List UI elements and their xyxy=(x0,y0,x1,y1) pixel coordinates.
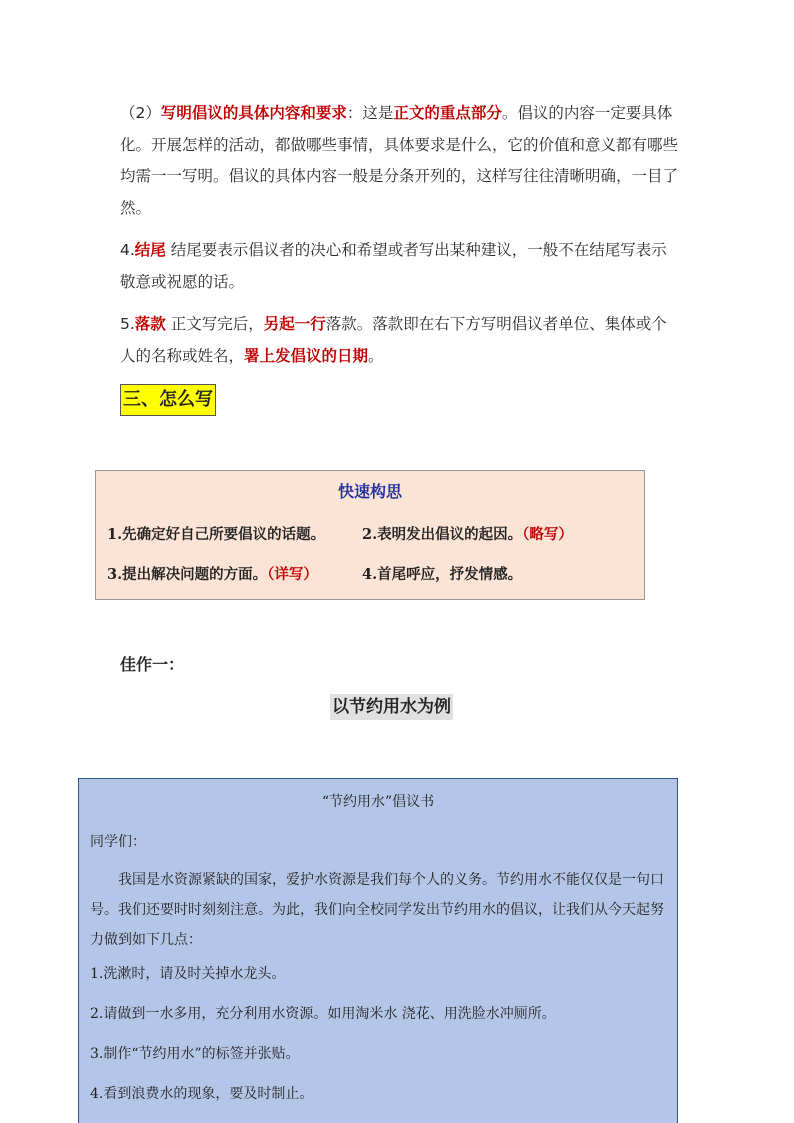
example-title: 以节约用水为例 xyxy=(330,694,453,720)
letter-title: “节约用水”倡议书 xyxy=(321,794,435,810)
paragraph-content-requirements xyxy=(120,98,680,224)
paragraph-ending xyxy=(120,235,680,298)
proposal-letter-box xyxy=(78,778,678,1123)
section-title: 三、怎么写 xyxy=(120,384,216,416)
paragraph-text: 。倡议的内容一定要具体化。开展怎样的活动，都做哪些事情，具体要求是什么，它的价值和意义都有哪些均需一一写明。倡议的具体内容一般是分条开列的，这样写往往清晰明确，一目了然。 xyxy=(120,104,679,217)
plan-item-text: 4.首尾呼应，抒发情感。 xyxy=(362,566,523,583)
paragraph-number: （2） xyxy=(120,104,161,122)
emphasis-text: 正文的重点部分 xyxy=(393,104,502,122)
quick-plan-title: 快速构思 xyxy=(337,482,402,501)
letter-item: 3.制作“节约用水”的标签并张贴。 xyxy=(90,1046,300,1062)
letter-greeting: 同学们： xyxy=(90,834,146,850)
paragraph-text: 正文写完后， xyxy=(165,315,264,333)
plan-item-text: 1.先确定好自己所要倡议的话题。 xyxy=(107,526,326,543)
paragraph-number: 4. xyxy=(120,241,135,259)
emphasis-text: 另起一行 xyxy=(263,315,326,333)
letter-body: 我国是水资源紧缺的国家，爱护水资源是我们每个人的义务。节约用水不能仅仅是一句口号。我们还要时时刻刻注意。为此，我们向全校同学发出节约用水的倡议，让我们从今天起努力做到如下几点： xyxy=(90,872,664,948)
emphasis-text: 署上发倡议的日期 xyxy=(244,346,369,365)
paragraph-text: 。 xyxy=(368,346,384,365)
plan-item xyxy=(362,563,522,584)
plan-item-text: 2.表明发出倡议的起因。 xyxy=(362,526,523,543)
paragraph-signature xyxy=(120,309,680,372)
letter-item: 1.洗漱时，请及时关掉水龙头。 xyxy=(90,966,286,982)
letter-item: 2.请做到一水多用，充分利用水资源。如用淘米水 浇花、用洗脸水冲厕所。 xyxy=(90,1006,556,1022)
paragraph-label: 结尾 xyxy=(134,241,166,259)
example-label: 佳作一： xyxy=(120,655,185,674)
plan-item xyxy=(362,523,573,544)
plan-item-text: 3.提出解决问题的方面。 xyxy=(107,566,268,583)
quick-plan-box xyxy=(95,470,645,600)
paragraph-text: ：这是 xyxy=(346,104,394,122)
plan-item xyxy=(107,523,325,544)
plan-item-note: （略写） xyxy=(522,526,573,543)
paragraph-number: 5. xyxy=(120,315,135,333)
paragraph-text: 落款。落款即在右下方写明倡议者单位、集体或个人的名称或姓名， xyxy=(120,315,667,365)
plan-item-note: （详写） xyxy=(267,566,318,583)
plan-item xyxy=(107,563,318,584)
paragraph-label: 写明倡议的具体内容和要求 xyxy=(160,104,347,122)
paragraph-label: 落款 xyxy=(134,315,166,333)
paragraph-text: 结尾要表示倡议者的决心和希望或者写出某种建议，一般不在结尾写表示敬意或祝愿的话。 xyxy=(120,241,667,291)
letter-item: 4.看到浪费水的现象，要及时制止。 xyxy=(90,1086,314,1102)
